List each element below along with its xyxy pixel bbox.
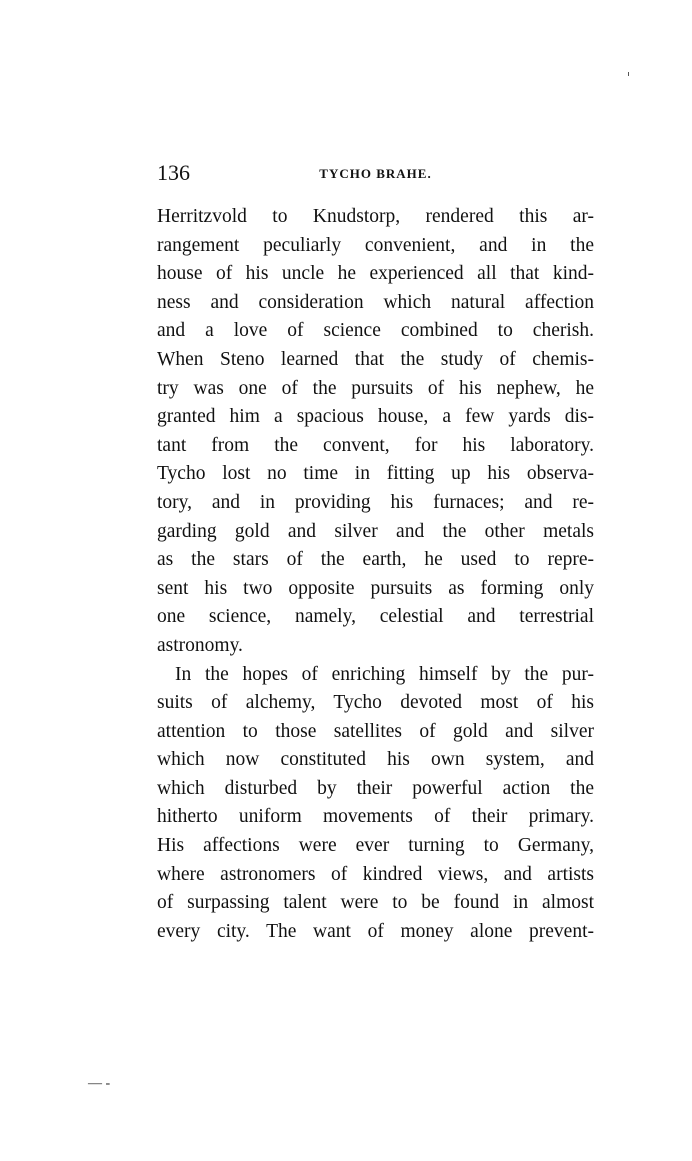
- text-line: In the hopes of enriching himself by the pur-: [175, 663, 594, 685]
- text-line: Tycho lost no time in fitting up his observa-: [157, 463, 594, 485]
- page-header: [157, 160, 594, 190]
- text-line: rangement peculiarly convenient, and in the: [157, 234, 594, 256]
- text-line: house of his uncle he experienced all that kind-: [157, 263, 594, 285]
- text-line: granted him a spacious house, a few yards dis-: [157, 406, 594, 428]
- text-line: When Steno learned that the study of chemis-: [157, 348, 594, 370]
- text-line: where astronomers of kindred views, and artists: [157, 863, 594, 885]
- text-line: His affections were ever turning to Germany,: [157, 835, 594, 857]
- text-line: of surpassing talent were to be found in almost: [157, 892, 594, 914]
- page-speck: [628, 72, 629, 76]
- text-line: attention to those satellites of gold and silver: [157, 720, 594, 742]
- page-number: 136: [157, 160, 190, 185]
- paragraph-1: [157, 203, 594, 661]
- text-line: try was one of the pursuits of his nephew, he: [157, 377, 594, 399]
- text-line: suits of alchemy, Tycho devoted most of his: [157, 692, 594, 714]
- text-line: Herritzvold to Knudstorp, rendered this ar-: [157, 206, 594, 227]
- text-line: garding gold and silver and the other metals: [157, 520, 594, 542]
- text-line: every city. The want of money alone prevent-: [157, 920, 594, 942]
- footer-mark: — ‑: [88, 1076, 111, 1091]
- body-text: [157, 203, 594, 946]
- running-head: TYCHO BRAHE.: [319, 166, 432, 181]
- text-line: which now constituted his own system, and: [157, 749, 594, 771]
- text-line: sent his two opposite pursuits as forming only: [157, 577, 594, 599]
- paragraph-2: [157, 661, 594, 947]
- text-line: hitherto uniform movements of their primary.: [157, 806, 594, 828]
- text-line: which disturbed by their powerful action the: [157, 777, 594, 799]
- text-line: tory, and in providing his furnaces; and re-: [157, 491, 594, 513]
- text-line: astronomy.: [157, 634, 243, 656]
- text-line: as the stars of the earth, he used to repre-: [157, 549, 594, 571]
- text-line: and a love of science combined to cherish.: [157, 320, 594, 342]
- text-line: ness and consideration which natural affection: [157, 291, 594, 313]
- text-line: tant from the convent, for his laboratory.: [157, 434, 594, 456]
- text-line: one science, namely, celestial and terrestrial: [157, 606, 594, 628]
